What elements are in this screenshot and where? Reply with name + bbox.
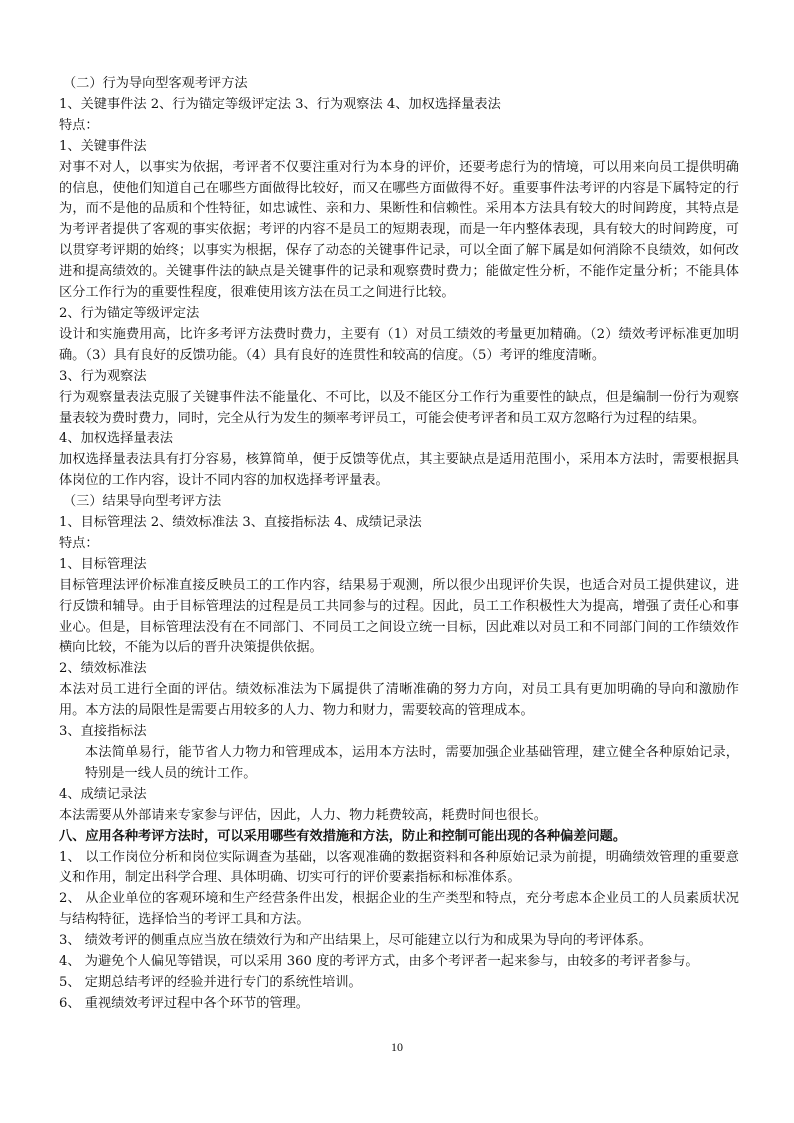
text-line: 3、直接指标法 — [59, 724, 147, 740]
page-number: 10 — [391, 1040, 403, 1054]
paragraph: 本法需要从外部请来专家参与评估，因此，人力、物力耗费较高，耗费时间也很长。 — [59, 807, 547, 823]
text-line: 特点： — [59, 117, 99, 133]
paragraph: 本法简单易行，能节省人力物力和管理成本，运用本方法时，需要加强企业基础管理，建立健全各种原始记录，特别是一线人员的统计工作。 — [85, 745, 739, 781]
paragraph: 行为观察量表法克服了关键事件法不能量化、不可比，以及不能区分工作行为重要性的缺点，但是编制一份行为观察量表较为费时费力，同时，完全从行为发生的频率考评员工，可能会使考评者和员工双方忽略行为过程的结果。 — [59, 389, 739, 426]
text-line: 4、成绩记录法 — [59, 786, 147, 802]
text-line: 1、目标管理法 2、绩效标准法 3、直接指标法 4、成绩记录法 — [59, 515, 422, 531]
paragraph: 3、 绩效考评的侧重点应当放在绩效行为和产出结果上，尽可能建立以行为和成果为导向的考评体系。 — [59, 933, 652, 949]
paragraph: 6、 重视绩效考评过程中各个环节的管理。 — [59, 995, 309, 1011]
paragraph: 设计和实施费用高，比许多考评方法费时费力，主要有（1）对员工绩效的考量更加精确。（2）绩效考评标准更加明确。（3）具有良好的反馈功能。（4）具有良好的连贯性和较高的信度。（5）考评的维度清晰。 — [59, 326, 739, 363]
paragraph: 本法对员工进行全面的评估。绩效标准法为下属提供了清晰准确的努力方向，对员工具有更加明确的导向和激励作用。本方法的局限性是需要占用较多的人力、物力和财力，需要较高的管理成本。 — [59, 682, 739, 719]
text-line: 1、关键事件法 — [59, 138, 147, 154]
paragraph: 目标管理法评价标准直接反映员工的工作内容，结果易于观测，所以很少出现评价失误，也适合对员工提供建议，进行反馈和辅导。由于目标管理法的过程是员工共同参与的过程。因此，员工工作积极性大为提高，增强了责任心和事业心。但是，目标管理法没有在不同部门、不同员工之间设立统一目标，因此难以对员工和不同部门间的工作绩效作横向比较，不能为以后的晋升决策提供依据。 — [59, 577, 739, 656]
section-heading: 八、应用各种考评方法时，可以采用哪些有效措施和方法，防止和控制可能出现的各种偏差问题。 — [59, 828, 627, 844]
paragraph: 加权选择量表法具有打分容易，核算简单，便于反馈等优点，其主要缺点是适用范围小，采用本方法时，需要根据具体岗位的工作内容，设计不同内容的加权选择考评量表。 — [59, 452, 739, 489]
paragraph: 1、 以工作岗位分析和岗位实际调查为基础，以客观准确的数据资料和各种原始记录为前提，明确绩效管理的重要意义和作用，制定出科学合理、具体明确、切实可行的评价要素指标和标准体系。 — [59, 849, 739, 886]
text-line: 3、行为观察法 — [59, 368, 147, 384]
text-line: 2、绩效标准法 — [59, 661, 147, 677]
text-line: 2、行为锚定等级评定法 — [59, 305, 200, 321]
section-heading: （三）结果导向型考评方法 — [63, 494, 222, 510]
section-heading: （二）行为导向型客观考评方法 — [63, 76, 248, 91]
paragraph: 5、 定期总结考评的经验并进行专门的系统性培训。 — [59, 974, 362, 990]
paragraph: 4、 为避免个人偏见等错误，可以采用 360 度的考评方式，由多个考评者一起来参与，由较多的考评者参与。 — [59, 954, 699, 970]
paragraph: 对事不对人，以事实为依据，考评者不仅要注重对行为本身的评价，还要考虑行为的情境，可以用来向员工提供明确的信息，使他们知道自己在哪些方面做得比较好，而又在哪些方面做得不好。重要事件法考评的内容是下属特定的行为，而不是他的品质和个性特征，如忠诚性、亲和力、果断性和信赖性。采用本方法具有较大的时间跨度，其特点是为考评者提供了客观的事实依据；考评的内容不是员工的短期表现，而是一年内整体表现，具有较大的时间跨度，可以贯穿考评期的始终；以事实为根据，保存了动态的关键事件记录，可以全面了解下属是如何消除不良绩效，如何改进和提高绩效的。关键事件法的缺点是关键事件的记录和观察费时费力；能做定性分析，不能作定量分析；不能具体区分工作行为的重要性程度，很难使用该方法在员工之间进行比较。 — [59, 159, 739, 301]
document-body — [59, 74, 739, 1015]
paragraph: 2、 从企业单位的客观环境和生产经营条件出发，根据企业的生产类型和特点，充分考虑本企业员工的人员素质状况与结构特征，选择恰当的考评工具和方法。 — [59, 891, 739, 928]
text-line: 特点： — [59, 535, 99, 551]
text-line: 4、加权选择量表法 — [59, 431, 173, 447]
text-line: 1、目标管理法 — [59, 556, 147, 572]
text-line: 1、关键事件法 2、行为锚定等级评定法 3、行为观察法 4、加权选择量表法 — [59, 96, 501, 112]
